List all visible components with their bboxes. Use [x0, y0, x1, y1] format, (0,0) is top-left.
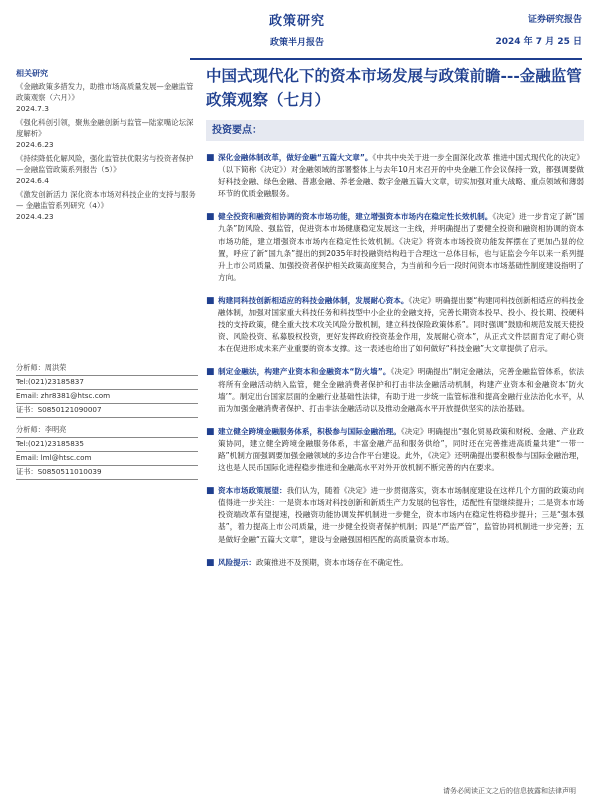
- bullet-marker-icon: ■: [206, 557, 215, 568]
- related-item[interactable]: [16, 189, 198, 222]
- report-header: [0, 0, 600, 62]
- key-point: [206, 557, 584, 569]
- key-point: [206, 426, 584, 474]
- key-point-lead: 构建同科技创新相适应的科技金融体制，发展耐心资本。: [218, 295, 409, 305]
- key-point-lead: 深化金融体制改革，做好金融“五篇大文章”。: [218, 153, 373, 162]
- bullet-marker-icon: ■: [206, 295, 215, 306]
- analyst-cert: 证书：S0850511010039: [16, 466, 198, 480]
- key-point: [206, 295, 584, 355]
- header-divider: [190, 58, 582, 60]
- analyst-block: [16, 424, 198, 480]
- key-point-text: 《决定》明确提出要“构建同科技创新相适应的科技金融体制，加强对国家重大科技任务和科技型中小企业的金融支持，完善长期资本投早、投小、投长期、投硬科技的支持政策，健全重大技术攻关风险分散机制，建立科技保险政策体系”。同时强调“鼓励和规范发展天使投资、风险投资、私募股权投资，更好发挥政府投资基金作用，发展耐心资本”，从正式文件层面肯定了耐心资本在促进形成未来产业重要的资本支撑。这一表述也给出了如何做好“科技金融”大文章提供了启示。: [218, 295, 585, 354]
- analyst-block: [16, 362, 198, 418]
- related-research-sidebar: [16, 68, 198, 225]
- key-point: [206, 366, 584, 414]
- analyst-name: 分析师：李明亮: [16, 424, 198, 438]
- related-research-heading: 相关研究: [16, 69, 48, 78]
- analyst-email[interactable]: Email: lml@htsc.com: [16, 452, 198, 466]
- bullet-marker-icon: ■: [206, 367, 215, 378]
- key-point-lead: 建立健全跨境金融服务体系，积极参与国际金融治理。: [218, 426, 401, 436]
- document-title: 中国式现代化下的资本市场发展与政策前瞻---金融监管政策观察（七月）: [206, 66, 582, 109]
- key-point-text: 《决定》明确提出“制定金融法，完善金融监管体系，依法将所有金融活动纳入监管，健全金融消费者保护和打击非法金融活动机制，构建产业资本和金融资本‘防火墙’”。制定出台国家层面的金融行业基础性法律，有助于进一步统一监管标准和提高金融行业法治化水平，从而为加强金融消费者保护、打击非法金融活动以及推动金融高水平开放提供坚实的法治基础。: [218, 367, 584, 413]
- disclaimer-footer: 请务必阅读正文之后的信息披露和法律声明: [443, 787, 576, 795]
- key-points-bar: 投资要点：: [206, 120, 584, 141]
- header-center: [232, 10, 362, 48]
- bullet-marker-icon: ■: [206, 212, 215, 223]
- related-item-title: 《强化科创引领，聚焦金融创新与监管—陆家嘴论坛深度解析》: [16, 118, 194, 138]
- related-item[interactable]: [16, 117, 198, 150]
- report-series-subtitle: 政策半月报告: [269, 38, 324, 48]
- bullet-marker-icon: ■: [206, 153, 215, 163]
- related-item-title: 《金融政策多措发力，助推市场高质量发展—金融监管政策观察（六月）》: [16, 82, 194, 102]
- key-point: [206, 485, 584, 545]
- key-point-text: 政策推进不及预期，资本市场存在不确定性。: [255, 557, 408, 567]
- key-point: [206, 211, 584, 284]
- key-point-lead: 健全投资和融资相协调的资本市场功能，建立增强资本市场内在稳定性长效机制。: [218, 212, 493, 222]
- key-point-text: 《决定》进一步肯定了新“国九条”防风险、强监管，促进资本市场健康稳定发展这一主线，并明确提出了要健全投资和融资相协调的资本市场功能，建立增强资本市场内在稳定性长效机制。《决定》将资本市场投资功能发挥摆在了更加凸显的位置，呼应了新“国九条”提出的到2035年时投融资结构趋于合理这一总体目标，也与证监会今年以来一系列提升上市公司质量、加强投资者保护相关政策高度契合，为当前和今后一段时间资本市场基础性制度建设指明了方向。: [218, 212, 584, 282]
- report-series-title: 政策研究: [268, 14, 325, 29]
- related-item[interactable]: [16, 153, 198, 186]
- key-point-text: 《中共中央关于进一步全面深化改革 推进中国式现代化的决定》（以下简称《决定》）对金融领域的部署整体上与去年10月末召开的中央金融工作会议保持一致，都强调要做好科技金融、绿色金融、普惠金融、养老金融、数字金融五篇大文章，切实加强对重大战略、重点领域和薄弱环节的优质金融服务。: [218, 153, 584, 199]
- analyst-tel: Tel:(021)23185837: [16, 376, 198, 390]
- related-item[interactable]: [16, 81, 198, 114]
- key-point-text: 《决定》明确提出“强化贸易政策和财税、金融、产业政策协同，建立健全跨境金融服务体系，丰富金融产品和服务供给”，同时还在完善推进高质量共建“一带一路”机制方面强调要加强金融领域的多边合作平台建设。此外，《决定》还明确提出要积极参与国际金融治理，这也是人民币国际化进程稳步推进和金融高水平对外开放机制不断完善的内在要求。: [218, 426, 584, 473]
- related-item-date: 2024.6.23: [16, 140, 54, 149]
- related-item-date: 2024.7.3: [16, 104, 49, 113]
- key-point-lead: 制定金融法，构建产业资本和金融资本“防火墙”。: [218, 367, 391, 377]
- key-point-text: 我们认为，随着《决定》进一步贯彻落实，资本市场制度建设在这样几个方面的政策动向值得进一步关注：一是资本市场对科技创新和新质生产力发展的包容性，适配性有望继续提升；二是资本市场投资端改革有望提速，投融资功能协调发挥机制进一步健全，资本市场内在稳定性将稳步提升；三是“强本强基”，着力提高上市公司质量，进一步健全投资者保护机制；四是“严监严管”，监管协同机制进一步完善；五是做好金融“五篇大文章”，建设与金融强国相匹配的高质量资本市场。: [218, 486, 585, 544]
- related-item-date: 2024.6.4: [16, 176, 49, 185]
- main-heading-area: [206, 64, 584, 141]
- related-item-title: 《激发创新活力 深化资本市场对科技企业的支持与服务 — 金融监管系列研究（4）》: [16, 190, 196, 210]
- related-item-title: 《持续降低化解风险，强化监管扶优限劣与投资者保护—金融监管政策系列报告（5）》: [16, 154, 194, 174]
- related-item-date: 2024.4.23: [16, 212, 54, 221]
- bullet-marker-icon: ■: [206, 426, 215, 437]
- report-type: 证券研究报告: [527, 15, 582, 25]
- key-point-lead: 风险提示：: [218, 557, 256, 567]
- analyst-info: [16, 362, 198, 486]
- bullet-marker-icon: ■: [206, 486, 215, 497]
- key-points-list: [206, 152, 584, 580]
- header-right: [495, 12, 582, 47]
- analyst-email[interactable]: Email: zhr8381@htsc.com: [16, 390, 198, 404]
- key-point: [206, 152, 584, 200]
- analyst-name: 分析师：周洪荣: [16, 362, 198, 376]
- report-date: 2024 年 7 月 25 日: [495, 37, 582, 47]
- key-point-lead: 资本市场政策展望：: [218, 486, 287, 496]
- analyst-tel: Tel:(021)23185835: [16, 438, 198, 452]
- analyst-cert: 证书：S0850121090007: [16, 404, 198, 418]
